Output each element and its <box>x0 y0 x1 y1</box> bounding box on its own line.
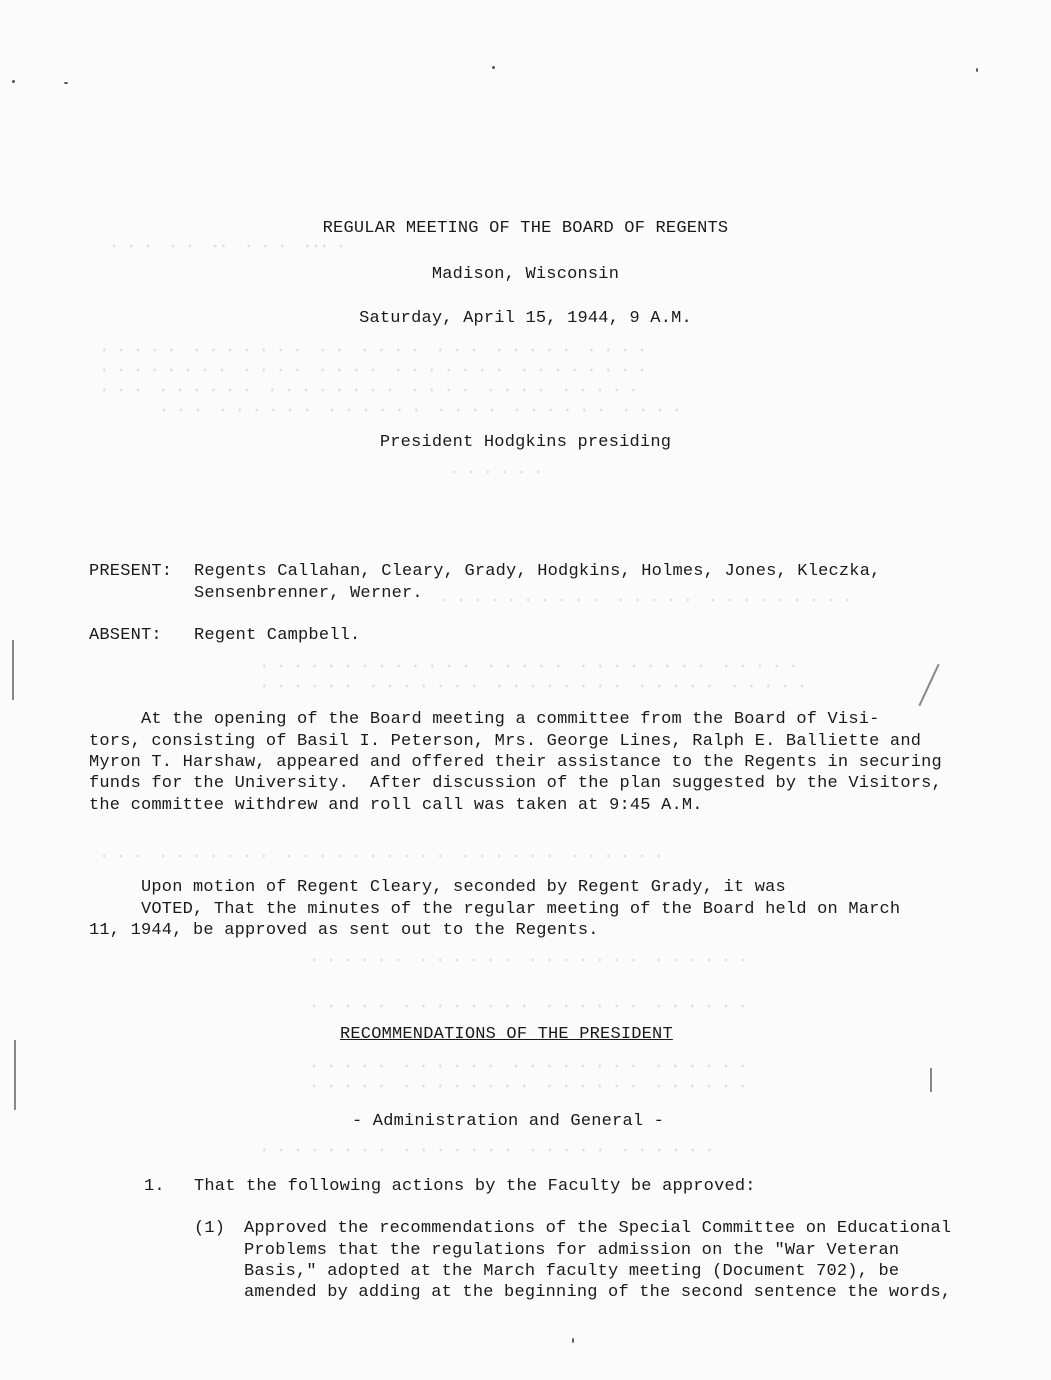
bleed-through-text: . . . . . . . . . . . . . . . . . . . . . . . . <box>440 590 852 606</box>
meeting-place: Madison, Wisconsin <box>431 265 620 284</box>
margin-mark <box>14 1040 16 1110</box>
ink-speck <box>572 1338 574 1343</box>
subitem-line: Basis," adopted at the March faculty meeting (Document 702), be <box>244 1262 900 1281</box>
subitem-line: Problems that the regulations for admission on the "War Veteran <box>244 1241 900 1260</box>
ink-speck <box>64 82 68 84</box>
meeting-title: REGULAR MEETING OF THE BOARD OF REGENTS <box>322 219 729 238</box>
bleed-through-text: . . . . . . . . . . . . . . . . . . . . . . . . . <box>310 950 747 966</box>
bleed-through-text: . . . . . . <box>450 462 543 478</box>
item-number: 1. <box>144 1177 165 1196</box>
paragraph-line: Upon motion of Regent Cleary, seconded by Regent Grady, it was <box>89 878 786 897</box>
margin-mark <box>12 640 14 700</box>
bleed-through-text: . . . . . . . . . . . . . . . . . . . . . . . . . <box>310 996 747 1012</box>
paragraph-line: the committee withdrew and roll call was taken at 9:45 A.M. <box>89 796 703 815</box>
bleed-through-text: . . . . . . . . . . . . . . . . . . . . . . . . . . . . . <box>160 400 681 416</box>
absent-names: Regent Campbell. <box>194 626 361 645</box>
item-text: That the following actions by the Faculty be approved: <box>194 1177 756 1196</box>
paragraph-line: funds for the University. After discussion of the plan suggested by the Visitors, <box>89 774 942 793</box>
paragraph-line: VOTED, That the minutes of the regular meeting of the Board held on March <box>89 900 901 919</box>
bleed-through-text: . . . . . . . . . . . . . . . . . . . . . . . . . . . . . . . . <box>100 846 663 862</box>
ink-speck <box>12 80 15 83</box>
bleed-through-text: . . . . . . . . . . . . . . . . . . . . . . . . . <box>310 1076 747 1092</box>
ink-speck <box>976 68 978 72</box>
bleed-through-text: . . . . . . . . . . . . . . . . . . . . . . . . . . . . . . . <box>260 676 807 692</box>
paragraph-line: 11, 1944, be approved as sent out to the Regents. <box>89 921 599 940</box>
ink-speck <box>492 66 495 69</box>
bleed-through-text: . ... . . . .. . . . . . <box>110 236 346 252</box>
presiding-officer: President Hodgkins presiding <box>379 433 672 452</box>
paragraph-line: At the opening of the Board meeting a committee from the Board of Visi- <box>89 710 880 729</box>
absent-label: ABSENT: <box>89 626 162 645</box>
subitem-line: Approved the recommendations of the Special Committee on Educational <box>244 1219 952 1238</box>
subitem-number: (1) <box>194 1219 226 1238</box>
pencil-mark <box>918 664 939 707</box>
paragraph-line: Myron T. Harshaw, appeared and offered their assistance to the Regents in securing <box>89 753 942 772</box>
present-names-line2: Sensenbrenner, Werner. <box>194 584 423 603</box>
present-names-line1: Regents Callahan, Cleary, Grady, Hodgkins, Holmes, Jones, Kleczka, <box>194 562 881 581</box>
bleed-through-text: . . . . . . . . . . . . . . . . . . . . . . . . . . . . . . <box>100 380 638 396</box>
meeting-date: Saturday, April 15, 1944, 9 A.M. <box>359 309 692 328</box>
subitem-line: amended by adding at the beginning of the second sentence the words, <box>244 1283 952 1302</box>
bleed-through-text: . . . . . . . . . . . . . . . . . . . . . . . . . <box>310 1056 747 1072</box>
pencil-mark <box>930 1068 932 1092</box>
bleed-through-text: . . . . . . . . . . . . . . . . . . . . . . . . . . <box>260 1140 714 1156</box>
section-title: RECOMMENDATIONS OF THE PRESIDENT <box>340 1025 673 1044</box>
bleed-through-text: . . . . . . . . . . . . . . . . . . . . . . . . . . . . . . . <box>260 656 798 672</box>
paragraph-line: tors, consisting of Basil I. Peterson, Mrs. George Lines, Ralph E. Balliette and <box>89 732 922 751</box>
bleed-through-text: . . . . . . . . . . . . . . . . . . . . . . . . . . . . . . <box>100 340 647 356</box>
subsection-title: - Administration and General - <box>352 1112 665 1131</box>
bleed-through-text: . . . . . . . . . . . . . . . . . . . . . . . . . . . . . . . <box>100 360 647 376</box>
present-label: PRESENT: <box>89 562 173 581</box>
